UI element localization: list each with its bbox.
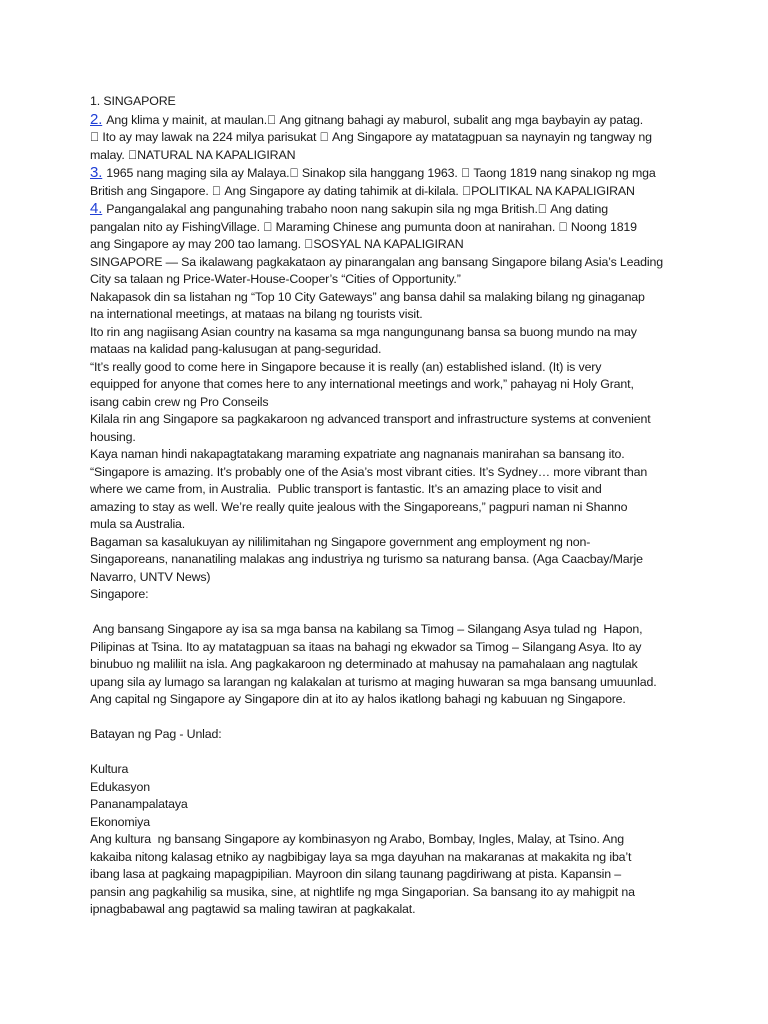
text-line [90,884,690,902]
text-line [90,464,690,482]
text-line [90,481,690,499]
line-text: Bagaman sa kasalukuyan ay nililimitahan ng Singapore government ang employment ng non- [90,534,591,549]
line-text: Ito rin ang nagiisang Asian country na kasama sa mga nangungunang bansa sa buong mundo na may [90,324,637,339]
line-text: binubuo ng maliliit na isla. Ang pagkakaroon ng determinado at mahusay na pamahalaan ang nagtulak [90,657,638,671]
line-text: mula sa Australia. [90,517,186,531]
text-line [90,674,690,692]
blank-line [90,604,690,622]
line-text: ibang lasa at pagkaing mapagpipilian. Mayroon din silang taunang pagdiriwang at pista. Kapansin – [90,867,622,881]
line-text: Kilala rin ang Singapore sa pagkakaroon ng advanced transport and infrastructure systems at convenient [90,412,651,426]
list-number: 3. [90,164,103,181]
blank-line [90,709,690,727]
text-line [90,779,690,797]
text-line [90,341,690,359]
text-line [90,516,690,534]
line-text: Ang kultura ng bansang Singapore ay kombinasyon ng Arabo, Bombay, Ingles, Malay, at Tsino. Ang [90,832,625,846]
text-line [90,586,690,604]
line-text: Singaporeans, nananatiling malakas ang industriya ng turismo sa naturang bansa. (Aga Caacbay/Marje [90,552,643,566]
text-line [90,551,690,569]
text-line [90,849,690,867]
line-text: Singapore: [90,587,149,601]
text-line [90,183,690,201]
text-line [90,761,690,779]
text-line [90,93,690,111]
text-line [90,639,690,657]
text-line [90,569,690,587]
line-text: City sa talaan ng Price-Water-House-Cooper’s “Cities of Opportunity.” [90,272,461,286]
line-text: ipnagbabawal ang pagtawid sa maling tawiran at pagkakalat. [90,902,416,916]
line-text: British ang Singapore. Ang Singapore ay dating tahimik at di-kilala. POLITIKAL NA KAPALIGIRAN [90,183,623,198]
line-text: isang cabin crew ng Pro Conseils [90,394,269,409]
line-text: Ang capital ng Singapore ay Singapore din at ito ay halos ikatlong bahagi ng kabuuan ng Singapore. [90,692,626,706]
text-line [90,901,690,919]
text-line [90,200,690,219]
text-line [90,814,690,832]
text-line [90,866,690,884]
line-text: Pangangalakal ang pangunahing trabaho noon nang sakupin sila ng mga British. Ang dating [106,202,602,216]
line-text: 1. SINGAPORE [90,94,176,108]
line-text: pangalan nito ay FishingVillage. Maraming Chinese ang pumunta doon at nanirahan. Noong 1819 [90,219,626,234]
text-line [90,621,690,639]
text-line [90,691,690,709]
text-line [90,376,690,394]
text-line [90,129,690,147]
line-text: SINGAPORE — Sa ikalawang pagkakataon ay pinarangalan ang bansang Singapore bilang Asia’s Leading [90,254,663,269]
text-line [90,111,690,130]
line-text: amazing to stay as well. We’re really quite jealous with the Singaporeans,” pagpuri naman ni Shanno [90,499,628,514]
line-text: Ito ay may lawak na 224 milya parisukat Ang Singapore ay matatagpuan sa naynayin ng tangway ng [90,130,640,144]
line-text: Ang klima y mainit, at maulan. Ang gitnang bahagi ay maburol, subalit ang mga baybayin ay patag. [106,112,637,127]
line-text: Edukasyon [90,779,150,794]
text-line [90,394,690,412]
line-text: Navarro, UNTV News) [90,569,211,584]
list-number: 4. [90,200,103,217]
list-number: 2. [90,110,103,128]
text-line [90,831,690,849]
line-text: 1965 nang maging sila ay Malaya. Sinakop sila hanggang 1963. Taong 1819 nang sinakop ng mga [106,166,644,180]
line-text: Nakapasok din sa listahan ng “Top 10 City Gateways” ang bansa dahil sa malaking bilang ng ginaganap [90,289,645,304]
line-text: housing. [90,429,136,444]
line-text: Kaya naman hindi nakapagtatakang maraming expatriate ang nagnanais manirahan sa bansang ito. [90,447,625,461]
line-text: where we came from, in Australia. Public transport is fantastic. It’s an amazing place to visit and [90,482,602,496]
text-line [90,219,690,237]
text-line [90,359,690,377]
document-page [90,93,690,919]
text-line [90,446,690,464]
line-text: Batayan ng Pag - Unlad: [90,727,222,741]
line-text: equipped for anyone that comes here to any international meetings and work,” pahayag ni Holy Grant, [90,377,634,391]
text-line [90,236,690,254]
text-line [90,306,690,324]
blank-line [90,744,690,762]
line-text: malay. NATURAL NA KAPALIGIRAN [90,147,290,162]
text-line [90,411,690,429]
text-line [90,656,690,674]
text-line [90,254,690,272]
line-text: pansin ang pagkahilig sa musika, sine, at nightlife ng mga Singaporian. Sa bansang ito ay mahigpit na [90,884,635,899]
text-line [90,796,690,814]
line-text: na international meetings, at mataas na bilang ng tourists visit. [90,307,423,321]
line-text: “Singapore is amazing. It’s probably one of the Asia’s most vibrant cities. It’s Sydney… more vibrant than [90,464,648,479]
line-text: Ekonomiya [90,814,150,829]
text-line [90,429,690,447]
line-text: Pananampalataya [90,797,188,811]
line-text: Ang bansang Singapore ay isa sa mga bansa na kabilang sa Timog – Silangang Asya tulad ng Hapon, [90,622,643,636]
line-text: Kultura [90,762,129,776]
text-line [90,164,690,183]
line-text: Pilipinas at Tsina. Ito ay matatagpuan sa itaas na bahagi ng ekwador sa Timog – Silangang Asya. Ito ay [90,639,642,654]
line-text: ang Singapore ay may 200 tao lamang. SOSYAL NA KAPALIGIRAN [90,237,458,251]
text-line [90,147,690,165]
text-line [90,289,690,307]
text-line [90,726,690,744]
line-text: upang sila ay lumago sa larangan ng kalakalan at turismo at maging huwaran sa mga bansang umuunlad. [90,674,657,689]
text-line [90,499,690,517]
text-line [90,534,690,552]
line-text: “It’s really good to come here in Singapore because it is really (an) established island. (It) is very [90,359,602,374]
line-text: kakaiba nitong kalasag etniko ay nagbibigay laya sa mga dayuhan na makaranas at makakita ng iba’t [90,849,632,864]
text-line [90,271,690,289]
line-text: mataas na kalidad pang-kalusugan at pang-seguridad. [90,342,382,356]
text-line [90,324,690,342]
